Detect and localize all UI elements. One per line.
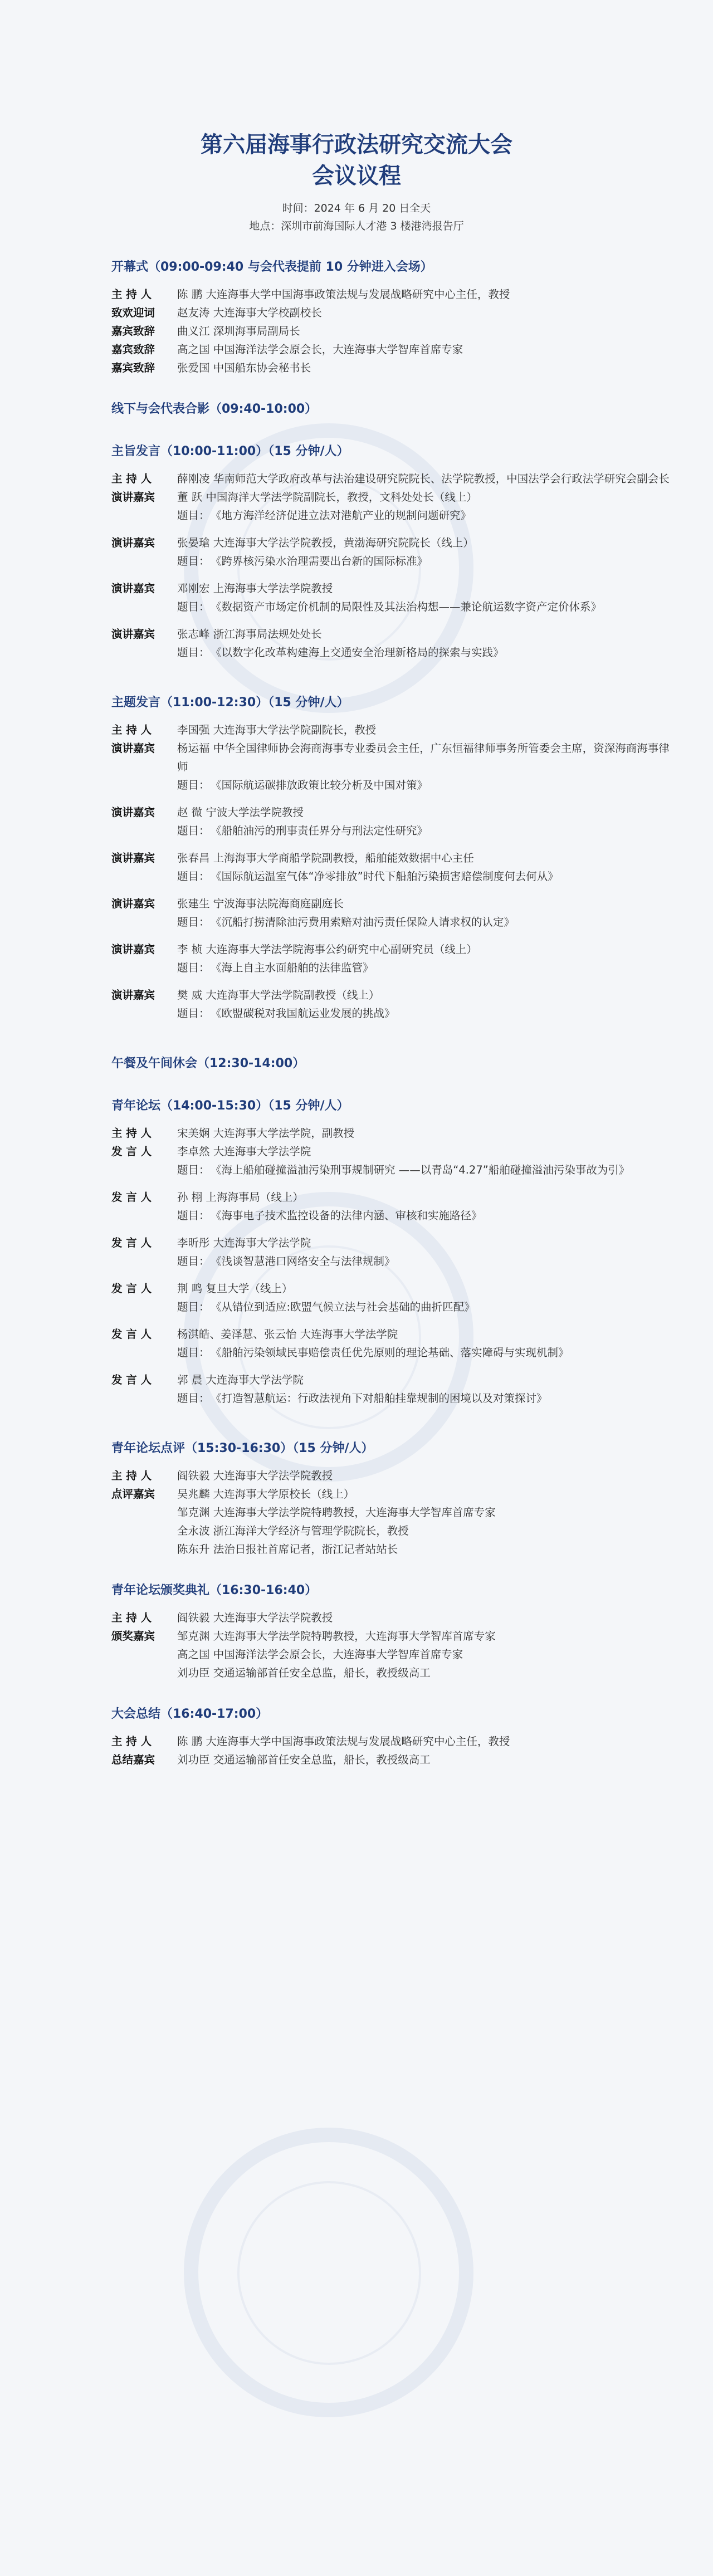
agenda-entry	[111, 304, 713, 322]
section-heading: 主旨发言（10:00-11:00）（15 分钟/人）	[111, 444, 349, 458]
agenda-entry	[111, 488, 713, 506]
entry-person: 阎铁毅 大连海事大学法学院教授	[177, 1611, 333, 1624]
agenda-section	[111, 257, 713, 377]
entry-person: 邓刚宏 上海海事大学法学院教授	[177, 582, 333, 595]
entry-role: 嘉宾致辞	[111, 361, 155, 374]
agenda-entry	[111, 1627, 713, 1645]
conference-location: 地点：深圳市前海国际人才港 3 楼港湾报告厅	[249, 220, 464, 232]
section-heading: 主题发言（11:00-12:30）（15 分钟/人）	[111, 696, 349, 710]
entry-person: 张建生 宁波海事法院海商庭副庭长	[177, 897, 344, 910]
topic-label: 题目：	[177, 824, 210, 837]
entry-topic	[111, 776, 713, 794]
entry-person: 陈 鹏 大连海事大学中国海事政策法规与发展战略研究中心主任，教授	[177, 288, 510, 301]
agenda-entry	[111, 1732, 713, 1751]
entry-person: 高之国 中国海洋法学会原会长，大连海事大学智库首席专家	[177, 343, 463, 356]
topic-label: 题目：	[177, 916, 210, 928]
agenda-entry	[111, 1188, 713, 1206]
topic-label: 题目：	[177, 1209, 210, 1222]
agenda-section	[111, 1096, 713, 1416]
entry-person: 李 桢 大连海事大学法学院海事公约研究中心副研究员（线上）	[177, 943, 477, 956]
entry-person: 陈 鹏 大连海事大学中国海事政策法规与发展战略研究中心主任，教授	[177, 1735, 510, 1748]
entry-role: 主 持 人	[111, 724, 152, 736]
entry-role: 主 持 人	[111, 472, 152, 485]
agenda-sections	[111, 257, 713, 1769]
topic-label: 题目：	[177, 1346, 210, 1359]
topic-title: 《海事电子技术监控设备的法律内涵、审核和实施路径》	[211, 1209, 482, 1222]
entry-topic	[111, 1206, 713, 1225]
agenda-section	[111, 399, 713, 419]
entry-role: 演讲嘉宾	[111, 852, 155, 864]
topic-label: 题目：	[177, 1164, 210, 1176]
entry-person: 李国强 大连海事大学法学院副院长，教授	[177, 724, 377, 736]
entry-role: 发 言 人	[111, 1373, 152, 1386]
topic-label: 题目：	[177, 1007, 210, 1020]
section-heading: 青年论坛颁奖典礼（16:30-16:40）	[111, 1583, 318, 1597]
entry-topic	[111, 643, 713, 662]
agenda-entry	[111, 1522, 713, 1540]
entry-role: 演讲嘉宾	[111, 491, 155, 504]
entry-person: 张志峰 浙江海事局法规处处长	[177, 628, 322, 641]
section-heading: 青年论坛点评（15:30-16:30）（15 分钟/人）	[111, 1441, 374, 1455]
entry-topic	[111, 506, 713, 525]
agenda-section	[111, 1581, 713, 1682]
entry-role: 演讲嘉宾	[111, 943, 155, 956]
entry-role: 演讲嘉宾	[111, 628, 155, 641]
entry-person: 赵友涛 大连海事大学校副校长	[177, 306, 322, 319]
conference-time: 时间：2024 年 6 月 20 日全天	[282, 202, 431, 214]
entry-role: 演讲嘉宾	[111, 806, 155, 819]
agenda-entry	[111, 894, 713, 913]
entry-role: 主 持 人	[111, 1735, 152, 1748]
agenda-entry	[111, 1503, 713, 1522]
agenda-entry	[111, 470, 713, 488]
topic-title: 《国际航运温室气体“净零排放”时代下船舶污染损害赔偿制度何去何从》	[211, 870, 559, 883]
agenda-entry	[111, 1485, 713, 1503]
entry-role	[111, 1540, 177, 1558]
topic-label: 题目：	[177, 870, 210, 883]
agenda-entry	[111, 1540, 713, 1558]
agenda-entry	[111, 1609, 713, 1627]
section-heading: 大会总结（16:40-17:00）	[111, 1707, 268, 1721]
topic-title: 《船舶污染领域民事赔偿责任优先原则的理论基础、落实障碍与实现机制》	[211, 1346, 569, 1359]
entry-topic	[111, 913, 713, 931]
agenda-entry	[111, 1279, 713, 1298]
entry-role: 演讲嘉宾	[111, 536, 155, 549]
entry-role: 主 持 人	[111, 1469, 152, 1482]
topic-title: 《海上船舶碰撞溢油污染刑事规制研究 ——以青岛“4.27”船舶碰撞溢油污染事故为引》	[211, 1164, 630, 1176]
entry-person: 曲义江 深圳海事局副局长	[177, 325, 300, 338]
topic-title: 《打造智慧航运：行政法视角下对船舶挂靠规制的困境以及对策探讨》	[211, 1392, 548, 1405]
entry-person: 全永波 浙江海洋大学经济与管理学院院长，教授	[177, 1524, 409, 1537]
section-heading: 青年论坛（14:00-15:30）（15 分钟/人）	[111, 1099, 349, 1113]
entry-person: 赵 微 宁波大学法学院教授	[177, 806, 304, 819]
entry-role: 总结嘉宾	[111, 1753, 155, 1766]
agenda-section	[111, 1704, 713, 1769]
entry-person: 宋美娴 大连海事大学法学院，副教授	[177, 1127, 355, 1140]
entry-person: 刘功臣 交通运输部首任安全总监，船长，教授级高工	[177, 1753, 431, 1766]
topic-title: 《浅谈智慧港口网络安全与法律规制》	[211, 1255, 395, 1268]
agenda-entry	[111, 1325, 713, 1343]
entry-topic	[111, 959, 713, 977]
entry-topic	[111, 1343, 713, 1362]
entry-person: 荆 鸣 复旦大学（线上）	[177, 1282, 293, 1295]
entry-person: 阎铁毅 大连海事大学法学院教授	[177, 1469, 333, 1482]
entry-topic	[111, 822, 713, 840]
agenda-section	[111, 693, 713, 1032]
entry-role: 演讲嘉宾	[111, 742, 155, 755]
entry-role: 发 言 人	[111, 1191, 152, 1204]
entry-role: 嘉宾致辞	[111, 325, 155, 338]
entry-topic	[111, 598, 713, 616]
entry-role: 主 持 人	[111, 1127, 152, 1140]
agenda-entry	[111, 739, 713, 776]
topic-label: 题目：	[177, 600, 210, 613]
entry-person: 张爱国 中国船东协会秘书长	[177, 361, 311, 374]
agenda-entry	[111, 1645, 713, 1664]
agenda-entry	[111, 1124, 713, 1142]
entry-person: 董 跃 中国海洋大学法学院副院长，教授，文科处处长（线上）	[177, 491, 477, 504]
agenda-section	[111, 1439, 713, 1558]
topic-title: 《国际航运碳排放政策比较分析及中国对策》	[211, 779, 428, 791]
topic-title: 《数据资产市场定价机制的局限性及其法治构想——兼论航运数字资产定价体系》	[211, 600, 602, 613]
topic-title: 《沉船打捞清除油污费用索赔对油污责任保险人请求权的认定》	[211, 916, 515, 928]
topic-title: 《船舶油污的刑事责任界分与刑法定性研究》	[211, 824, 428, 837]
topic-title: 《从错位到适应:欧盟气候立法与社会基础的曲折匹配》	[211, 1301, 475, 1313]
entry-role: 点评嘉宾	[111, 1488, 155, 1500]
agenda-entry	[111, 1751, 713, 1769]
topic-label: 题目：	[177, 779, 210, 791]
agenda-section	[111, 442, 713, 671]
entry-role: 演讲嘉宾	[111, 989, 155, 1001]
entry-role: 发 言 人	[111, 1145, 152, 1158]
entry-role: 颁奖嘉宾	[111, 1630, 155, 1643]
entry-role: 嘉宾致辞	[111, 343, 155, 356]
entry-role	[111, 1664, 177, 1682]
entry-role	[111, 1645, 177, 1664]
entry-topic	[111, 552, 713, 570]
entry-topic	[111, 1298, 713, 1316]
university-seal-watermark	[184, 2128, 473, 2417]
agenda-entry	[111, 803, 713, 822]
entry-role: 发 言 人	[111, 1328, 152, 1341]
entry-role: 致欢迎词	[111, 306, 155, 319]
entry-role: 主 持 人	[111, 288, 152, 301]
entry-role: 发 言 人	[111, 1236, 152, 1249]
entry-person: 邹克渊 大连海事大学法学院特聘教授，大连海事大学智库首席专家	[177, 1506, 496, 1519]
entry-person: 李昕彤 大连海事大学法学院	[177, 1236, 311, 1249]
topic-label: 题目：	[177, 509, 210, 522]
topic-label: 题目：	[177, 646, 210, 659]
conference-title: 第六届海事行政法研究交流大会	[201, 131, 512, 158]
section-heading: 线下与会代表合影（09:40-10:00）	[111, 402, 318, 416]
entry-role: 演讲嘉宾	[111, 897, 155, 910]
agenda-entry	[111, 1234, 713, 1252]
topic-title: 《海上自主水面船舶的法律监管》	[211, 961, 374, 974]
entry-topic	[111, 1389, 713, 1407]
agenda-entry	[111, 1142, 713, 1161]
topic-title: 《地方海洋经济促进立法对港航产业的规制问题研究》	[211, 509, 472, 522]
agenda-entry	[111, 625, 713, 643]
topic-label: 题目：	[177, 555, 210, 568]
entry-person: 樊 威 大连海事大学法学院副教授（线上）	[177, 989, 380, 1001]
entry-person: 杨运福 中华全国律师协会海商海事专业委员会主任，广东恒福律师事务所管委会主席，资深海商海事律师	[177, 742, 670, 773]
agenda-entry	[111, 322, 713, 340]
entry-person: 李卓然 大连海事大学法学院	[177, 1145, 311, 1158]
agenda-entry	[111, 986, 713, 1004]
topic-title: 《跨界核污染水治理需要出台新的国际标准》	[211, 555, 428, 568]
agenda-entry	[111, 359, 713, 377]
entry-person: 孙 栩 上海海事局（线上）	[177, 1191, 304, 1204]
entry-role	[111, 1503, 177, 1522]
entry-topic	[111, 1161, 713, 1179]
entry-person: 薛刚凌 华南师范大学政府改革与法治建设研究院院长、法学院教授，中国法学会行政法学研究会副会长	[177, 472, 670, 485]
agenda-entry	[111, 1664, 713, 1682]
agenda-title: 会议议程	[312, 163, 401, 189]
agenda-entry	[111, 340, 713, 359]
entry-person: 吴兆麟 大连海事大学原校长（线上）	[177, 1488, 355, 1500]
section-heading: 开幕式（09:00-09:40 与会代表提前 10 分钟进入会场）	[111, 260, 433, 274]
topic-title: 《欧盟碳税对我国航运业发展的挑战》	[211, 1007, 395, 1020]
topic-title: 《以数字化改革构建海上交通安全治理新格局的探索与实践》	[211, 646, 504, 659]
agenda-entry	[111, 534, 713, 552]
entry-topic	[111, 1252, 713, 1270]
topic-label: 题目：	[177, 961, 210, 974]
entry-person: 邹克渊 大连海事大学法学院特聘教授，大连海事大学智库首席专家	[177, 1630, 496, 1643]
entry-person: 高之国 中国海洋法学会原会长，大连海事大学智库首席专家	[177, 1648, 463, 1661]
section-heading: 午餐及午间休会（12:30-14:00）	[111, 1057, 305, 1071]
entry-role: 发 言 人	[111, 1282, 152, 1295]
entry-person: 刘功臣 交通运输部首任安全总监，船长，教授级高工	[177, 1666, 431, 1679]
entry-person: 张春昌 上海海事大学商船学院副教授，船舶能效数据中心主任	[177, 852, 474, 864]
entry-person: 张晏瑲 大连海事大学法学院教授，黄渤海研究院院长（线上）	[177, 536, 474, 549]
entry-person: 杨淇皓、姜泽慧、张云怡 大连海事大学法学院	[177, 1328, 398, 1341]
entry-role	[111, 1522, 177, 1540]
agenda-entry	[111, 849, 713, 867]
entry-topic	[111, 867, 713, 886]
topic-label: 题目：	[177, 1301, 210, 1313]
agenda-entry	[111, 721, 713, 739]
entry-role: 主 持 人	[111, 1611, 152, 1624]
entry-topic	[111, 1004, 713, 1023]
agenda-entry	[111, 579, 713, 598]
agenda-section	[111, 1054, 713, 1074]
agenda-header	[0, 0, 713, 235]
agenda-entry	[111, 940, 713, 959]
topic-label: 题目：	[177, 1392, 210, 1405]
entry-person: 郭 晨 大连海事大学法学院	[177, 1373, 304, 1386]
agenda-entry	[111, 285, 713, 304]
agenda-entry	[111, 1371, 713, 1389]
entry-role: 演讲嘉宾	[111, 582, 155, 595]
entry-person: 陈东升 法治日报社首席记者，浙江记者站站长	[177, 1543, 398, 1556]
agenda-entry	[111, 1467, 713, 1485]
topic-label: 题目：	[177, 1255, 210, 1268]
